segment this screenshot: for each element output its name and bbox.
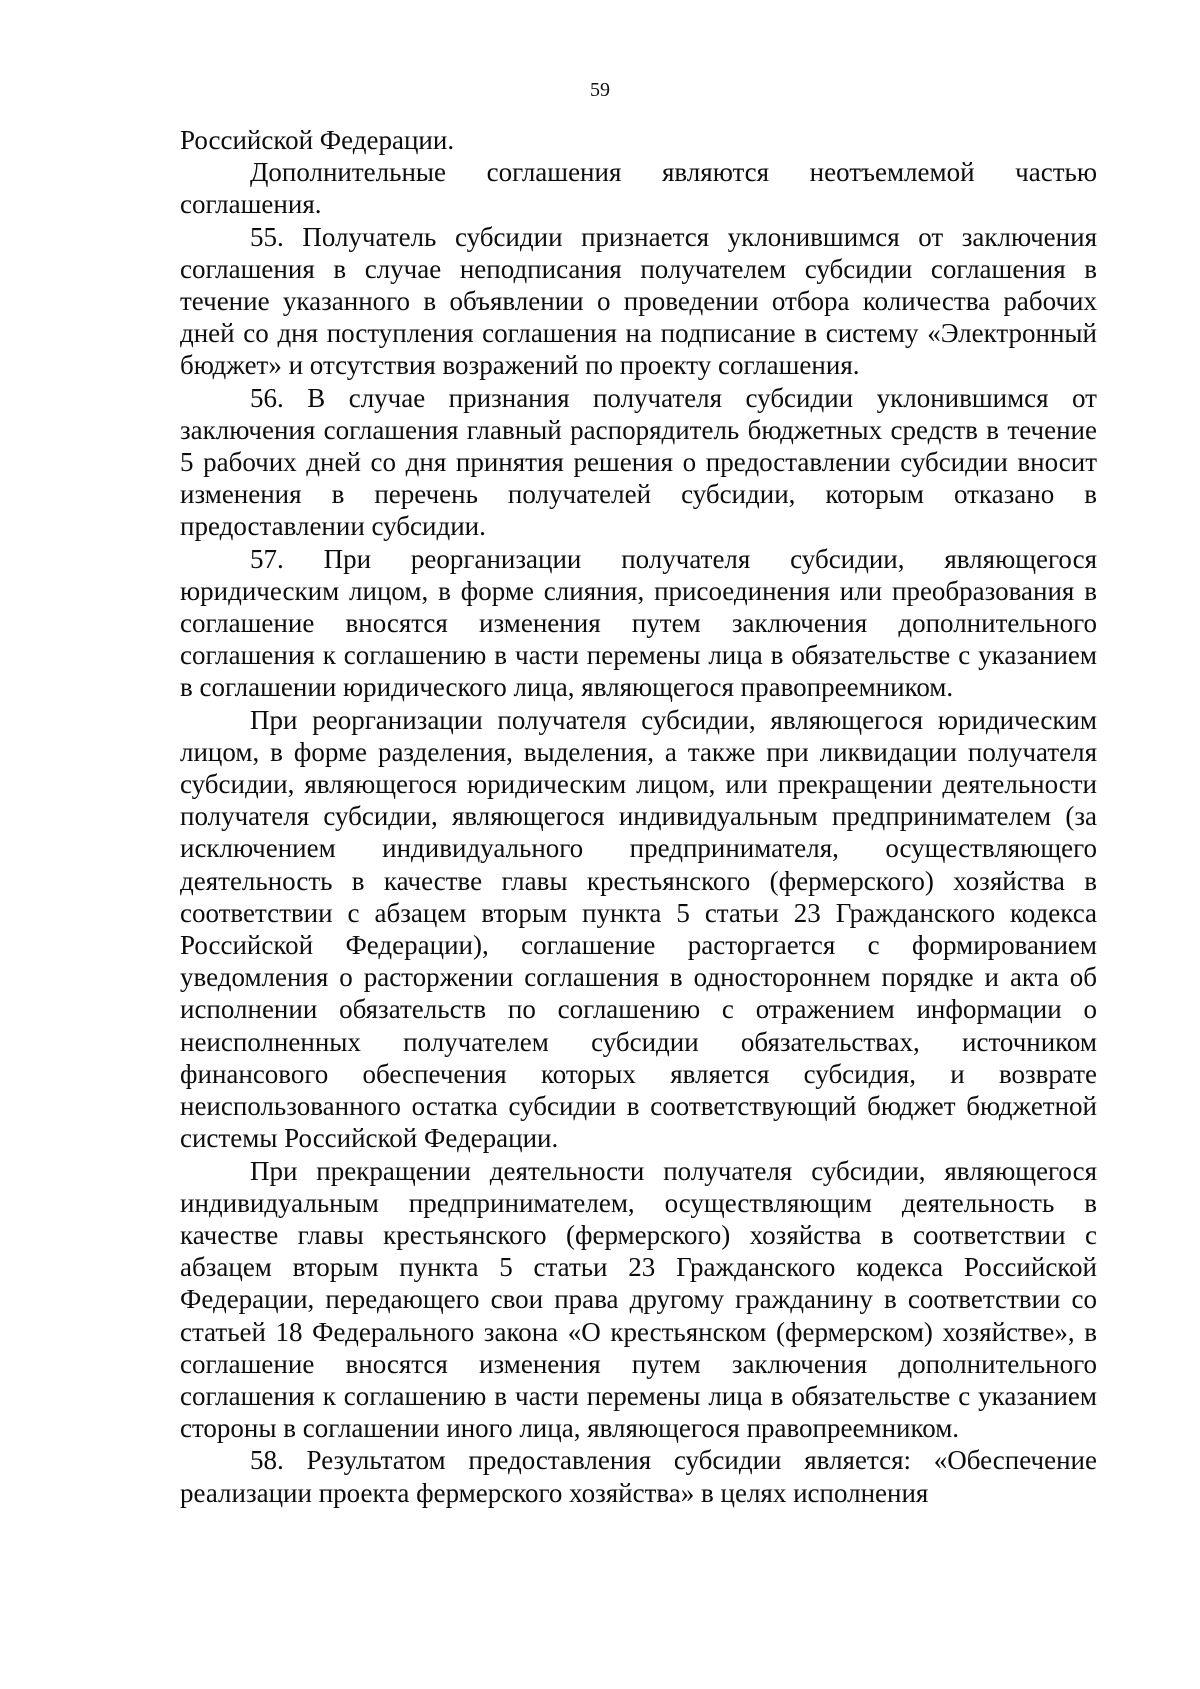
paragraph-additional-agreements: Дополнительные соглашения являются неотъемлемой частью соглашения.	[180, 157, 1097, 220]
document-body	[180, 124, 1097, 1509]
page-number: 59	[590, 79, 610, 101]
paragraph-57-termination: При прекращении деятельности получателя субсидии, являющегося индивидуальным предпринимателем, осуществляющим деятельность в качестве главы крестьянского (фермерского) хозяйства в соответствии с абзацем вторым пункта 5 статьи 23 Гражданского кодекса Российской Федерации, передающего свои права другому гражданину в соответствии со статьей 18 Федерального закона «О крестьянском (фермерском) хозяйстве», в соглашение вносятся изменения путем заключения дополнительного соглашения к соглашению в части перемены лица в обязательстве с указанием стороны в соглашении иного лица, являющегося правопреемником.	[180, 1155, 1097, 1444]
paragraph-57-reorganization: При реорганизации получателя субсидии, являющегося юридическим лицом, в форме разделения, выделения, а также при ликвидации получателя субсидии, являющегося юридическим лицом, или прекращении деятельности получателя субсидии, являющегося индивидуальным предпринимателем (за исключением индивидуального предпринимателя, осуществляющего деятельность в качестве главы крестьянского (фермерского) хозяйства в соответствии с абзацем вторым пункта 5 статьи 23 Гражданского кодекса Российской Федерации), соглашение расторгается с формированием уведомления о расторжении соглашения в одностороннем порядке и акта об исполнении обязательств по соглашению с отражением информации о неисполненных получателем субсидии обязательствах, источником финансового обеспечения которых является субсидия, и возврате неиспользованного остатка субсидии в соответствующий бюджет бюджетной системы Российской Федерации.	[180, 704, 1097, 1154]
paragraph-56: 56. В случае признания получателя субсидии уклонившимся от заключения соглашения главный распорядитель бюджетных средств в течение 5 рабочих дней со дня принятия решения о предоставлении субсидии вносит изменения в перечень получателей субсидии, которым отказано в предоставлении субсидии.	[180, 382, 1097, 542]
paragraph-58: 58. Результатом предоставления субсидии является: «Обеспечение реализации проекта фермерского хозяйства» в целях исполнения	[180, 1445, 1097, 1508]
paragraph-57: 57. При реорганизации получателя субсидии, являющегося юридическим лицом, в форме слияния, присоединения или преобразования в соглашение вносятся изменения путем заключения дополнительного соглашения к соглашению в части перемены лица в обязательстве с указанием в соглашении юридического лица, являющегося правопреемником.	[180, 543, 1097, 703]
paragraph-55: 55. Получатель субсидии признается уклонившимся от заключения соглашения в случае неподписания получателем субсидии соглашения в течение указанного в объявлении о проведении отбора количества рабочих дней со дня поступления соглашения на подписание в систему «Электронный бюджет» и отсутствия возражений по проекту соглашения.	[180, 221, 1097, 381]
paragraph-continuation: Российской Федерации.	[180, 125, 455, 155]
